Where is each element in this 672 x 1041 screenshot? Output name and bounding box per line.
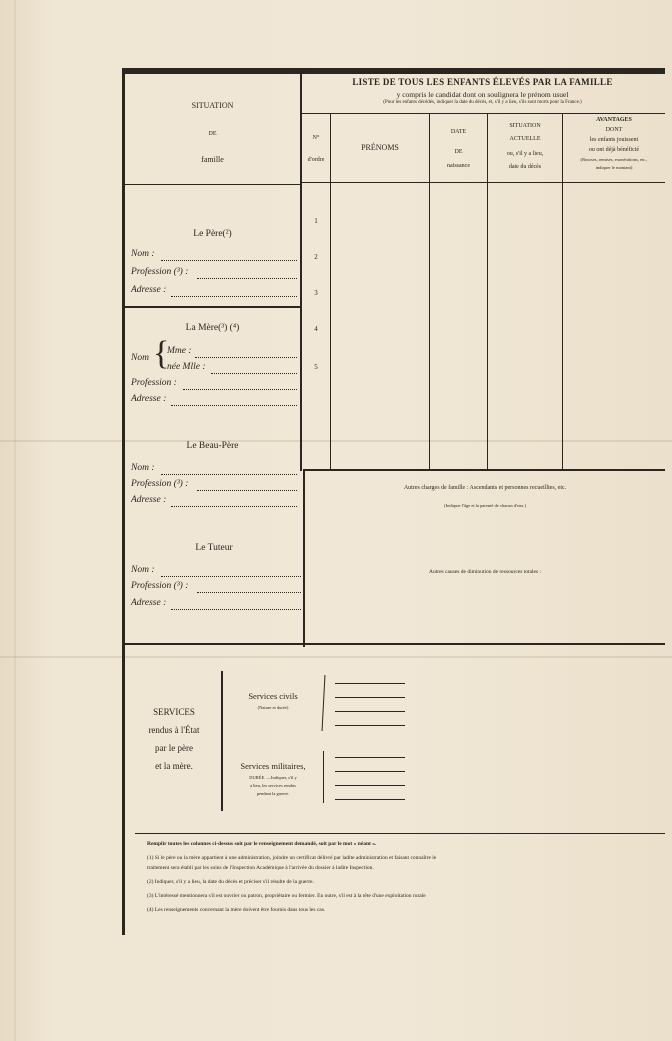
beau-pere-adresse-field[interactable] (171, 506, 297, 507)
children-list-note: (Pour les enfants décédés, indiquer la date du décès, et, s'il y a lieu, s'ils sont morts pour la France.) (383, 100, 582, 105)
services-line: par le père (155, 743, 193, 753)
divider (300, 71, 302, 471)
tuteur-adresse-field[interactable] (171, 609, 301, 610)
situation-header: date du décès (508, 164, 542, 170)
row-number: 3 (314, 289, 318, 297)
divider (300, 113, 665, 114)
services-line: rendus à l'État (148, 725, 200, 735)
beau-pere-profession-field[interactable] (197, 490, 297, 491)
avantages-header: (Bourses, remises, exonérations, etc., (580, 157, 648, 162)
row-number: 5 (314, 363, 318, 371)
date-header: DE (454, 149, 463, 155)
services-militaires-note: a lieu, les services rendus (250, 783, 296, 788)
services-civils-field[interactable] (335, 697, 405, 698)
family-form (122, 68, 665, 935)
tuteur-profession-field[interactable] (197, 592, 301, 593)
services-civils-field[interactable] (335, 725, 405, 726)
no-ordre-label: d'ordre (307, 157, 325, 163)
services-title: SERVICES (153, 707, 195, 717)
services-militaires-label: Services militaires, (240, 761, 306, 771)
pere-title: Le Père(²) (193, 229, 232, 239)
autres-charges-title: Autres charges de famille : Ascendants et personnes recueillies, etc. (403, 485, 567, 491)
pere-profession-field[interactable] (197, 278, 297, 279)
situation-header: ou, s'il y a lieu, (506, 151, 544, 157)
pere-adresse-field[interactable] (171, 296, 297, 297)
beau-pere-nom-field[interactable] (161, 474, 297, 475)
tuteur-nom-label: Nom : (131, 565, 155, 575)
row-number: 4 (314, 325, 318, 333)
services-militaires-note: DURÉE. —Indiquer, s'il y (249, 775, 297, 780)
de-label: DE (208, 131, 217, 137)
tuteur-profession-label: Profession (³) : (131, 581, 189, 591)
avantages-header: ou ont déjà bénéficié (588, 147, 640, 153)
services-line: et la mère. (155, 761, 193, 771)
mere-mme-field[interactable] (195, 357, 297, 358)
page-edge (14, 0, 16, 1041)
divider (125, 306, 300, 308)
prenoms-header: PRÉNOMS (361, 143, 399, 152)
pere-adresse-label: Adresse : (131, 285, 167, 295)
beau-pere-profession-label: Profession (³) : (131, 479, 189, 489)
avantages-header: DONT (605, 127, 623, 133)
services-civils-field[interactable] (335, 683, 405, 684)
divider (135, 833, 665, 834)
date-header: DATE (450, 129, 467, 135)
divider (300, 182, 665, 183)
mere-nee-field[interactable] (211, 373, 297, 374)
situation-label: SITUATION (191, 101, 234, 110)
services-civils-note: (Nature et durée) (257, 705, 289, 710)
footnote-3: (3) L'intéressé mentionnera s'il est ouvrier ou patron, propriétaire ou fermier. En outre, s'il est à la tête d'une exploitation rurale (147, 893, 426, 899)
tuteur-adresse-label: Adresse : (131, 598, 167, 608)
services-civils-field[interactable] (335, 711, 405, 712)
divider (303, 469, 665, 471)
situation-header: SITUATION (509, 123, 541, 129)
services-militaires-note: pendant la guerre. (256, 791, 290, 796)
services-militaires-field[interactable] (335, 757, 405, 758)
beau-pere-adresse-label: Adresse : (131, 495, 167, 505)
divider (125, 643, 665, 645)
footnote-2: (2) Indiquer, s'il y a lieu, la date du décès et préciser s'il résulte de la guerre. (147, 879, 314, 885)
mere-adresse-field[interactable] (171, 405, 297, 406)
services-civils-label: Services civils (248, 691, 298, 701)
tuteur-title: Le Tuteur (195, 543, 233, 553)
footnote-1: (1) Si le père ou la mère appartient à une administration, joindre un certificat délivré par ladite administration et faisant connaître le (147, 855, 437, 861)
services-militaires-field[interactable] (335, 771, 405, 772)
bracket (323, 751, 324, 803)
situation-header: ACTUELLE (509, 136, 541, 142)
beau-pere-title: Le Beau-Père (186, 441, 239, 451)
famille-label: famille (201, 155, 224, 164)
divider (330, 113, 331, 469)
date-header: naissance (447, 163, 470, 169)
divider (303, 471, 305, 647)
mere-title: La Mère(³) (⁴) (185, 323, 240, 333)
mere-adresse-label: Adresse : (131, 394, 167, 404)
footnote-intro: Remplir toutes les colonnes ci-dessus soit par le renseignement demandé, soit par le mot « néant ». (147, 841, 377, 847)
mere-nom-label: Nom (131, 353, 149, 363)
children-list-title: LISTE DE TOUS LES ENFANTS ÉLEVÉS PAR LA FAMILLE (352, 77, 613, 87)
row-number: 2 (314, 253, 318, 261)
avantages-header: indiquer le montant) (595, 165, 633, 170)
children-list-subtitle: y compris le candidat dont on soulignera le prénom usuel (396, 90, 569, 99)
mere-mme-label: Mme : (167, 346, 192, 356)
tuteur-nom-field[interactable] (161, 576, 301, 577)
footnote-1-cont: traitement sera établi par les soins de l'Inspection Académique à l'arrivée du dossier à ladite Inspection. (147, 865, 374, 871)
pere-profession-label: Profession (³) : (131, 267, 189, 277)
bracket (221, 671, 223, 811)
mere-profession-label: Profession : (131, 378, 177, 388)
divider (125, 184, 300, 185)
beau-pere-nom-label: Nom : (131, 463, 155, 473)
pere-nom-label: Nom : (131, 249, 155, 259)
footnote-4: (4) Les renseignements concernant la mère doivent être fournis dans tous les cas. (147, 907, 326, 913)
autres-charges-note: (Indiquer l'âge et la parenté de chacun d'eux.) (444, 503, 526, 508)
services-militaires-field[interactable] (335, 785, 405, 786)
avantages-header: AVANTAGES (596, 117, 632, 123)
top-border (125, 71, 665, 74)
pere-nom-field[interactable] (161, 260, 297, 261)
no-ordre-label: N° (312, 135, 320, 141)
services-militaires-field[interactable] (335, 799, 405, 800)
mere-profession-field[interactable] (183, 389, 297, 390)
avantages-header: les enfants jouissent (589, 137, 639, 143)
mere-nee-label: née Mlle : (167, 362, 206, 372)
row-number: 1 (314, 217, 318, 225)
brace-icon: { (153, 335, 170, 372)
bracket (322, 675, 326, 731)
autres-causes-title: Autres causes de diminution de ressources totales : (429, 569, 541, 575)
